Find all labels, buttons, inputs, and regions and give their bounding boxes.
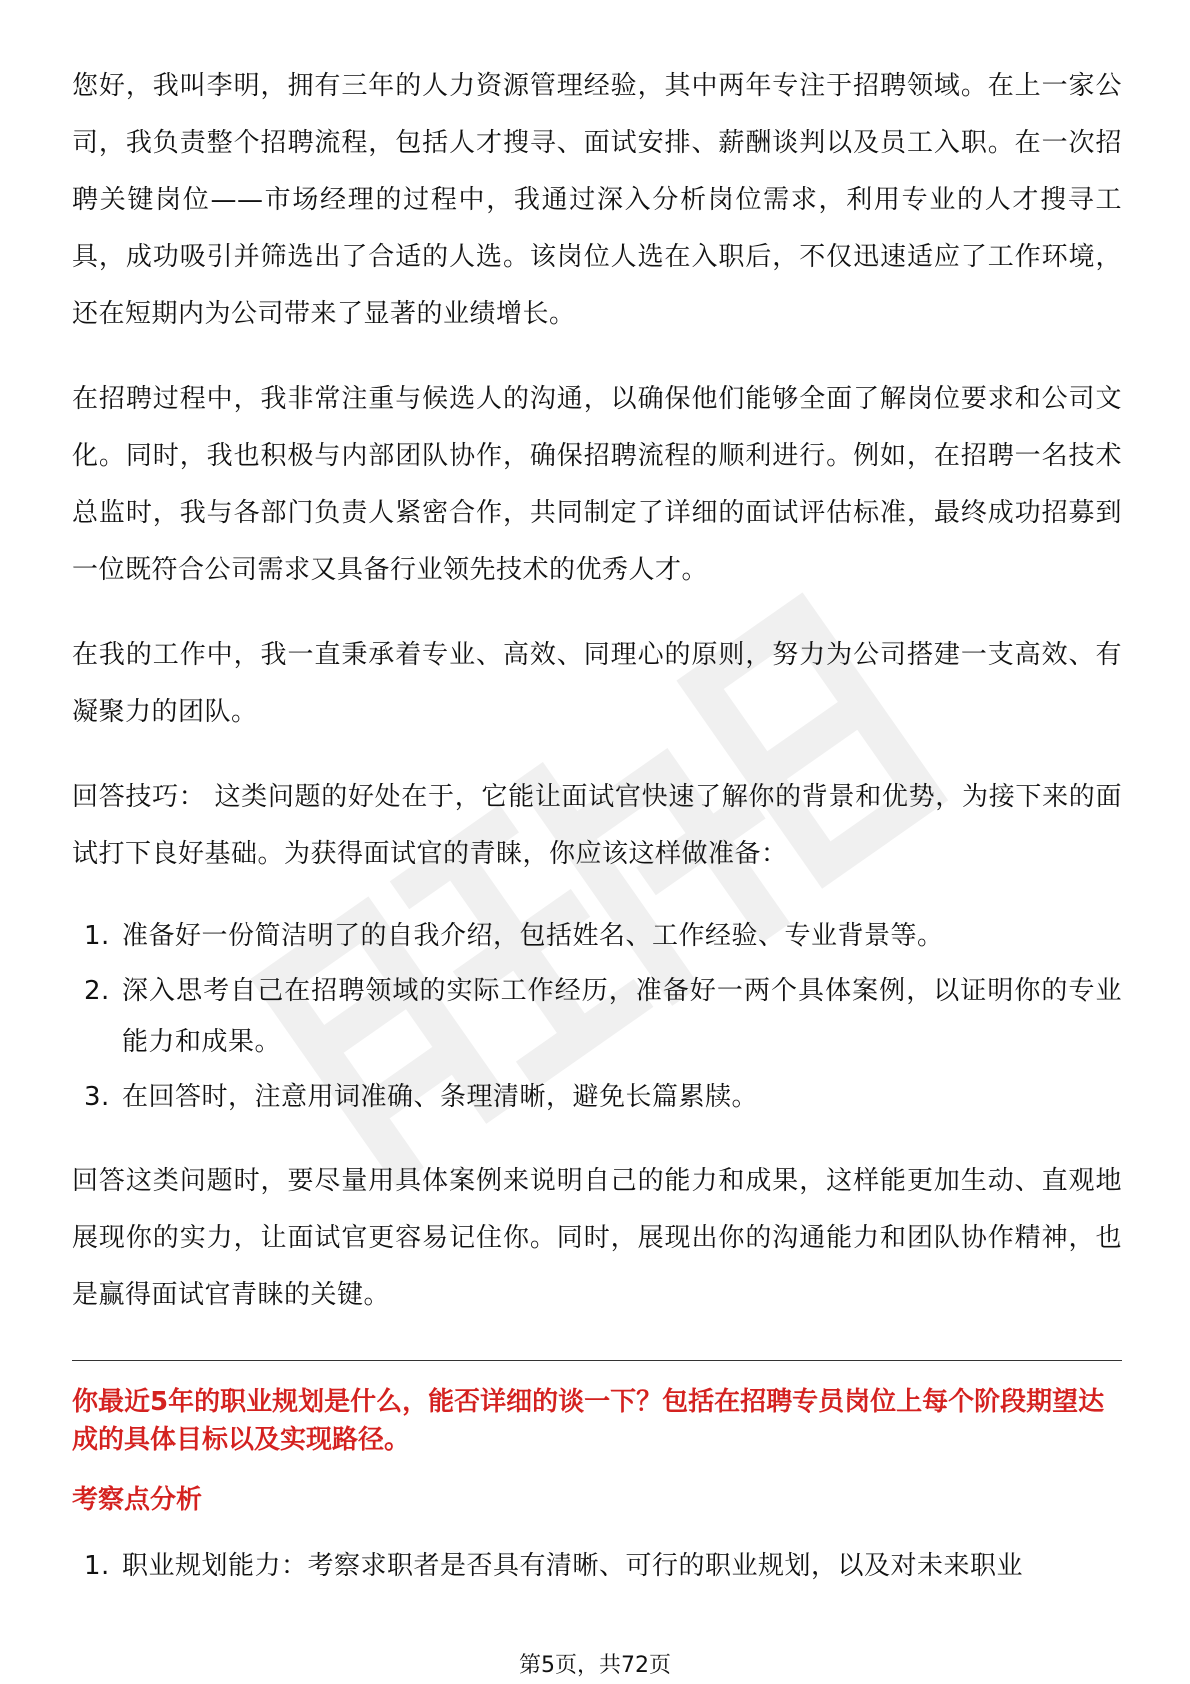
list-item [72, 966, 1122, 1068]
section-divider [72, 1360, 1122, 1361]
closing-paragraph: 回答这类问题时，要尽量用具体案例来说明自己的能力和成果，这样能更加生动、直观地展现你的实力，让面试官更容易记住你。同时，展现出你的沟通能力和团队协作精神，也是赢得面试官青睐的关键。 [72, 1166, 1122, 1310]
list-item-number: 3. [84, 1082, 110, 1112]
intro-paragraph: 您好，我叫李明，拥有三年的人力资源管理经验，其中两年专注于招聘领域。在上一家公司，我负责整个招聘流程，包括人才搜寻、面试安排、薪酬谈判以及员工入职。在一次招聘关键岗位——市场经理的过程中，我通过深入分析岗位需求，利用专业的人才搜寻工具，成功吸引并筛选出了合适的人选。该岗位人选在入职后，不仅迅速适应了工作环境，还在短期内为公司带来了显著的业绩增长。 [72, 71, 1122, 329]
list-item-text: 深入思考自己在招聘领域的实际工作经历，准备好一两个具体案例，以证明你的专业能力和成果。 [122, 976, 1122, 1057]
list-item-text: 在回答时，注意用词准确、条理清晰，避免长篇累牍。 [122, 1082, 759, 1112]
list-item-number: 1. [84, 921, 110, 951]
interview-question: 你最近5年的职业规划是什么，能否详细的谈一下？包括在招聘专员岗位上每个阶段期望达成的具体目标以及实现路径。 [72, 1387, 1105, 1455]
tips-list [72, 911, 1122, 1123]
list-item [72, 1541, 1122, 1592]
list-item-text: 职业规划能力：考察求职者是否具有清晰、可行的职业规划，以及对未来职业 [122, 1551, 1024, 1581]
list-item [72, 1072, 1122, 1123]
section-heading: 考察点分析 [72, 1485, 203, 1515]
principles-paragraph: 在我的工作中，我一直秉承着专业、高效、同理心的原则，努力为公司搭建一支高效、有凝聚力的团队。 [72, 640, 1122, 727]
analysis-list [72, 1541, 1122, 1592]
answer-tips-paragraph: 回答技巧： 这类问题的好处在于，它能让面试官快速了解你的背景和优势，为接下来的面试打下良好基础。为获得面试官的青睐，你应该这样做准备： [72, 782, 1122, 869]
document-page [72, 58, 1122, 1622]
list-item-number: 2. [84, 976, 110, 1006]
list-item-number: 1. [84, 1551, 110, 1581]
communication-paragraph: 在招聘过程中，我非常注重与候选人的沟通，以确保他们能够全面了解岗位要求和公司文化。同时，我也积极与内部团队协作，确保招聘流程的顺利进行。例如，在招聘一名技术总监时，我与各部门负责人紧密合作，共同制定了详细的面试评估标准，最终成功招募到一位既符合公司需求又具备行业领先技术的优秀人才。 [72, 384, 1122, 585]
list-item [72, 911, 1122, 962]
page-footer: 第5页，共72页 [519, 1653, 671, 1678]
list-item-text: 准备好一份简洁明了的自我介绍，包括姓名、工作经验、专业背景等。 [122, 921, 944, 951]
